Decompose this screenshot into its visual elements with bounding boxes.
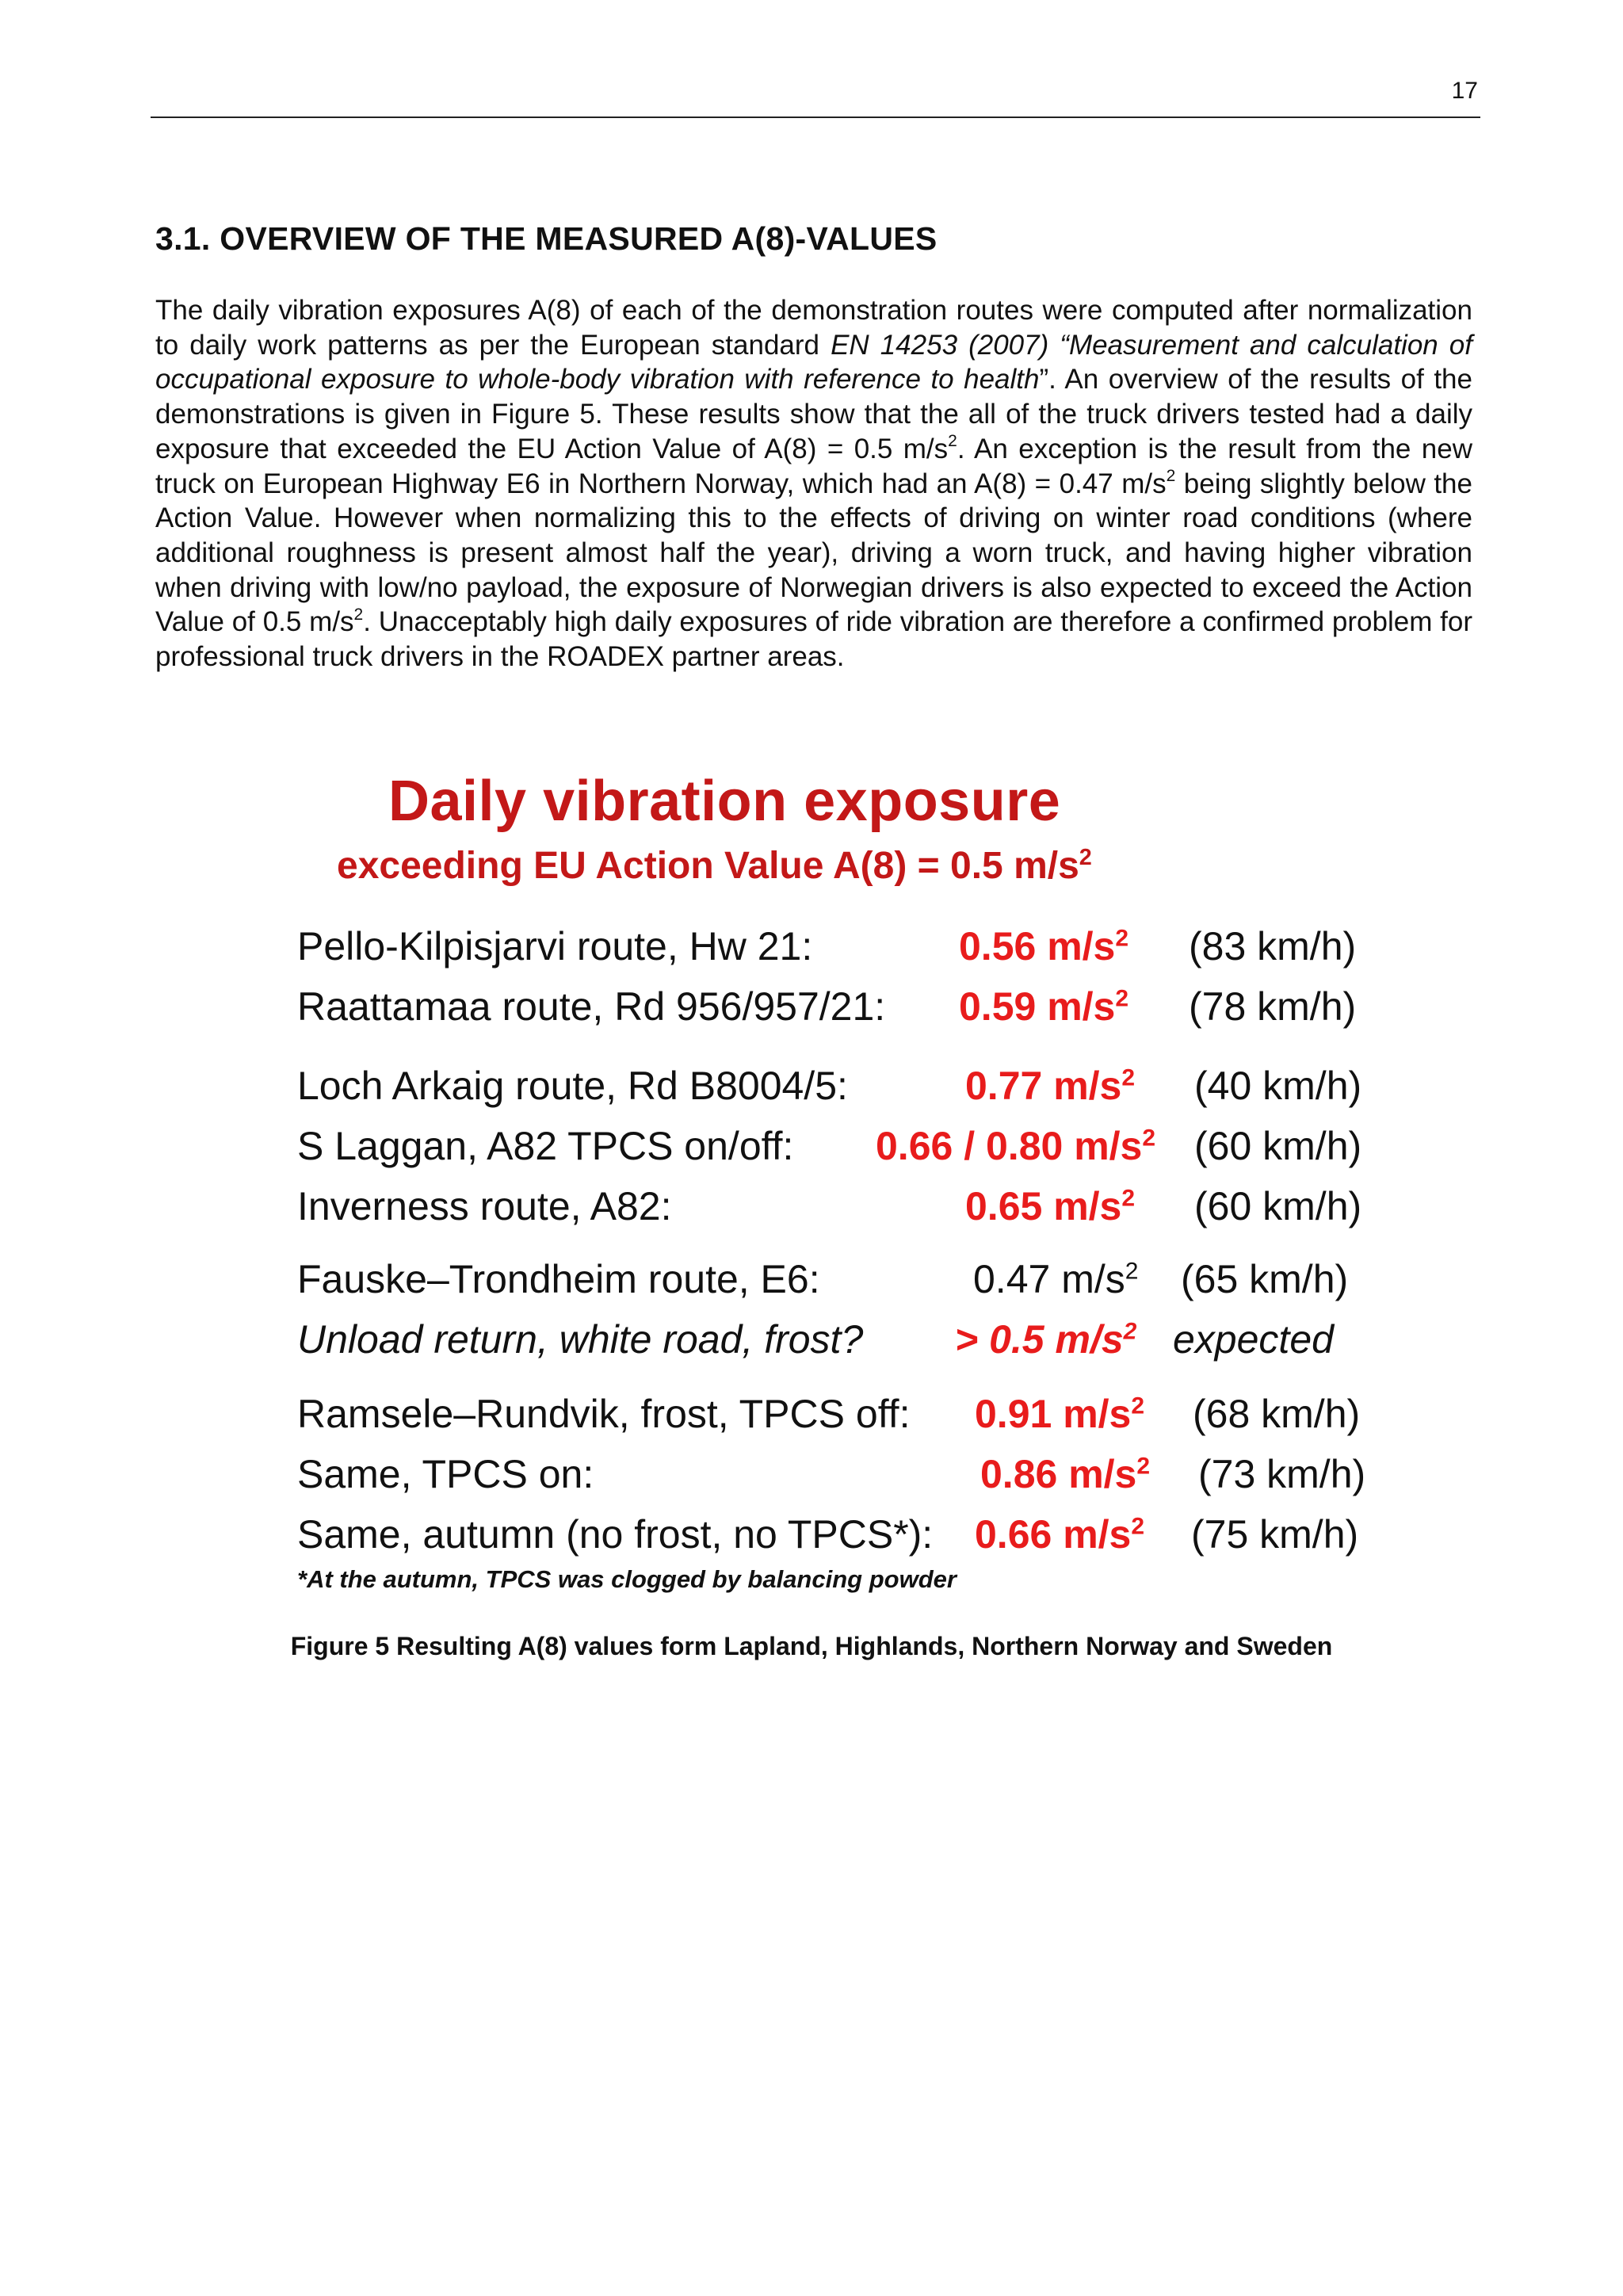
exposure-value: 0.59 $m/s^2$ — [959, 984, 1129, 1029]
body-text-1: The daily vibration exposures A(8) of each of the demonstration routes were computed after normalization to daily work patterns as per the European standard — [155, 295, 1472, 361]
figure-row-same-tpcs-on — [297, 1451, 1391, 1502]
body-text-5: . Unacceptably high daily exposures of ride vibration are therefore a confirmed problem for professional truck drivers in the ROADEX partner areas. — [155, 606, 1472, 673]
expected-note: expected — [1173, 1317, 1334, 1362]
header-divider — [151, 117, 1480, 118]
superscript: 2 — [948, 432, 957, 451]
route-label: Unload return, white road, frost? — [297, 1317, 864, 1362]
average-speed: (75 km/h) — [1191, 1512, 1359, 1557]
exposure-value: 0.91 $m/s^2$ — [975, 1392, 1145, 1436]
exposure-value: 0.56 $m/s^2$ — [959, 924, 1129, 968]
average-speed: (40 km/h) — [1194, 1064, 1362, 1108]
average-speed: (78 km/h) — [1189, 984, 1357, 1029]
exposure-value: > 0.5 $m/s^2$ — [955, 1317, 1137, 1362]
figure-row-same-autumn — [297, 1511, 1391, 1562]
route-label: Raattamaa route, Rd 956/957/21: — [297, 984, 886, 1029]
section-heading: 3.1. OVERVIEW OF THE MEASURED A(8)-VALUES — [155, 220, 938, 257]
exposure-value: 0.65 $m/s^2$ — [965, 1184, 1136, 1228]
figure-subtitle — [337, 844, 1092, 888]
route-label: Loch Arkaig route, Rd B8004/5: — [297, 1064, 848, 1108]
figure-5-vibration-exposure — [285, 765, 1387, 1605]
superscript: 2 — [353, 605, 364, 624]
route-label: Ramsele–Rundvik, frost, TPCS off: — [297, 1392, 911, 1436]
figure-row-raattamaa — [297, 984, 1391, 1034]
page-number: 17 — [1451, 78, 1478, 104]
figure-subtitle-text: exceeding EU Action Value A(8) = 0.5 m/s — [337, 845, 1079, 887]
figure-row-fauske-trondheim — [297, 1256, 1391, 1307]
average-speed: (60 km/h) — [1194, 1184, 1362, 1228]
figure-row-s-laggan — [297, 1123, 1391, 1174]
route-label: Same, TPCS on: — [297, 1452, 594, 1496]
superscript: 2 — [1166, 466, 1176, 485]
body-paragraph — [155, 293, 1472, 674]
standard-reference: EN 14253 (2007) “Measurement and calculation of occupational exposure to whole-body vibration with reference to health — [155, 329, 1472, 395]
body-text-2: ”. An overview of the results of the demonstrations is given in Figure 5. These results show that the all of the truck drivers tested had a daily exposure that exceeded the EU Action Value of A(8) = 0.5 m/s — [155, 364, 1472, 464]
exposure-value: 0.66 / 0.80 $m/s^2$ — [876, 1124, 1156, 1168]
figure-row-inverness — [297, 1183, 1391, 1234]
figure-row-ramsele-rundvik — [297, 1391, 1391, 1442]
average-speed: (73 km/h) — [1198, 1452, 1366, 1496]
figure-caption: Figure 5 Resulting A(8) values form Lapland, Highlands, Northern Norway and Sweden — [290, 1632, 1333, 1660]
route-label: Inverness route, A82: — [297, 1184, 672, 1228]
figure-row-pello-kilpisjarvi — [297, 923, 1391, 974]
average-speed: (68 km/h) — [1193, 1392, 1361, 1436]
body-text-4: being slightly below the Action Value. However when normalizing this to the effects of driving on winter road conditions (where additional roughness is present almost half the year), driving a worn truck, and having higher vibration when driving with low/no payload, the exposure of Norwegian drivers is also expected to exceed the Action Value of 0.5 m/s — [155, 468, 1472, 638]
unit-superscript: 2 — [1079, 845, 1092, 870]
average-speed: (65 km/h) — [1181, 1257, 1349, 1301]
route-label: S Laggan, A82 TPCS on/off: — [297, 1124, 794, 1168]
exposure-value: 0.86 $m/s^2$ — [980, 1452, 1151, 1496]
average-speed: (83 km/h) — [1189, 924, 1357, 968]
route-label: Pello-Kilpisjarvi route, Hw 21: — [297, 924, 813, 968]
body-text-3: . An exception is the result from the new truck on European Highway E6 in Northern Norway, which had an A(8) = 0.47 m/s — [155, 433, 1472, 499]
figure-row-loch-arkaig — [297, 1063, 1391, 1114]
figure-row-unload-return — [297, 1316, 1391, 1367]
figure-title: Daily vibration exposure — [388, 770, 1061, 833]
route-label: Fauske–Trondheim route, E6: — [297, 1257, 820, 1301]
average-speed: (60 km/h) — [1194, 1124, 1362, 1168]
exposure-value: 0.47 $m/s^2$ — [973, 1257, 1139, 1301]
route-label: Same, autumn (no frost, no TPCS*): — [297, 1512, 934, 1557]
figure-footnote: *At the autumn, TPCS was clogged by balancing powder — [297, 1565, 957, 1593]
exposure-value: 0.66 $m/s^2$ — [975, 1512, 1145, 1557]
exposure-value: 0.77 $m/s^2$ — [965, 1064, 1136, 1108]
